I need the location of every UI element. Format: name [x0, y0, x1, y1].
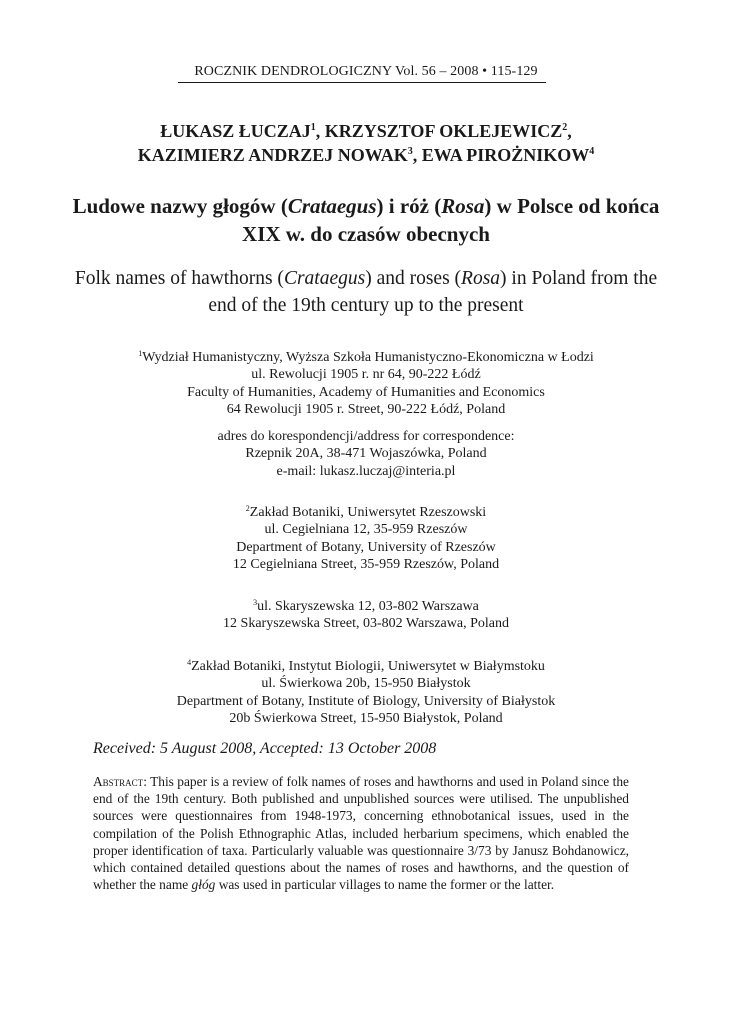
affiliation-line: ul. Cegielniana 12, 35-959 Rzeszów	[264, 522, 468, 538]
affiliation-mark: 2	[245, 504, 250, 513]
affiliation-line: 64 Rewolucji 1905 r. Street, 90-222 Łódź, Poland	[226, 402, 506, 418]
author-list	[0, 119, 732, 167]
title-text: ) and roses (	[365, 268, 462, 289]
author-affiliation-mark: 4	[589, 146, 595, 157]
author-separator: ,	[567, 121, 572, 141]
abstract-text: This paper is a review of folk names of roses and hawthorns and used in Poland since the end of the 19th century. Both published and unpublished sources were utilised. The unpublished sources were questionnaires from 1948-1973, concerning ethnobotanical issues, used in the compilation of the Polish Ethnographic Atlas, included herbarium specimens, which enabled the proper identification of taxa. Particularly valuable was questionnaire 3/73 by Janusz Bohdanowicz, which contained detailed questions about the names of roses and hawthorns, and the question of whether the name	[93, 774, 629, 893]
affiliation-line	[60, 658, 672, 675]
abstract	[93, 773, 629, 893]
affiliation-line: ul. Świerkowa 20b, 15-950 Białystok	[261, 676, 471, 692]
affiliation-text: ul. Skaryszewska 12, 03-802 Warszawa	[257, 599, 479, 614]
genus-name: Rosa	[441, 194, 485, 218]
author-name: EWA PIROŻNIKOW	[421, 145, 590, 165]
affiliation-2	[60, 504, 672, 574]
received-dates: Received: 5 August 2008, Accepted: 13 October 2008	[93, 740, 437, 757]
affiliation-line: 12 Cegielniana Street, 35-959 Rzeszów, Poland	[232, 557, 500, 573]
title-text: ) in Poland from the end of the 19th century up to the present	[208, 268, 658, 316]
title-text: ) w Polsce od końca XIX w. do czasów obecnych	[242, 194, 660, 246]
affiliation-mark: 3	[253, 598, 258, 607]
abstract-colon: :	[143, 774, 151, 789]
author-separator: ,	[315, 121, 325, 141]
author-affiliation-mark: 3	[407, 146, 413, 157]
correspondence-line: adres do korespondencji/address for correspondence:	[217, 429, 515, 444]
affiliation-line: Faculty of Humanities, Academy of Humanities and Economics	[187, 384, 545, 400]
affiliation-line: Department of Botany, Institute of Biology, University of Białystok	[176, 693, 556, 709]
affiliation-text: Zakład Botaniki, Uniwersytet Rzeszowski	[249, 505, 487, 520]
genus-name: Crataegus	[287, 194, 377, 218]
genus-name: Crataegus	[283, 268, 366, 289]
affiliation-line: 12 Skaryszewska Street, 03-802 Warszawa, Poland	[223, 616, 509, 632]
author-separator: ,	[412, 145, 422, 165]
author-name: ŁUKASZ ŁUCZAJ	[160, 121, 311, 141]
correspondence-email: e-mail: lukasz.luczaj@interia.pl	[276, 463, 456, 479]
author-affiliation-mark: 1	[310, 122, 316, 133]
author-name: KRZYSZTOF OKLEJEWICZ	[324, 121, 563, 141]
abstract-text: was used in particular villages to name the former or the latter.	[215, 877, 555, 893]
title-text: ) i róż (	[376, 194, 442, 218]
genus-name: Rosa	[461, 268, 501, 289]
author-line-1	[0, 119, 732, 143]
affiliation-1	[60, 349, 672, 419]
title-text: Ludowe nazwy głogów (	[72, 194, 288, 218]
affiliation-mark: 1	[138, 349, 143, 358]
affiliation-line	[60, 349, 672, 366]
affiliation-line	[60, 598, 672, 615]
affiliation-line: ul. Rewolucji 1905 r. nr 64, 90-222 Łódź	[251, 367, 481, 383]
affiliation-text: Zakład Botaniki, Instytut Biologii, Uniwersytet w Białymstoku	[191, 659, 545, 674]
affiliation-4	[60, 658, 672, 728]
author-name: KAZIMIERZ ANDRZEJ NOWAK	[137, 145, 408, 165]
author-affiliation-mark: 2	[562, 122, 568, 133]
title-polish	[60, 192, 672, 248]
affiliation-line: Department of Botany, University of Rzeszów	[236, 539, 496, 555]
affiliation-mark: 4	[187, 658, 192, 667]
affiliation-line	[60, 504, 672, 521]
affiliation-text: Wydział Humanistyczny, Wyższa Szkoła Humanistyczno-Ekonomiczna w Łodzi	[142, 350, 594, 365]
correspondence-line: Rzepnik 20A, 38-471 Wojaszówka, Poland	[245, 446, 487, 462]
affiliation-line: 20b Świerkowa Street, 15-950 Białystok, Poland	[229, 711, 503, 727]
title-text: Folk names of hawthorns (	[74, 268, 284, 289]
correspondence-address	[60, 428, 672, 480]
journal-header: ROCZNIK DENDROLOGICZNY Vol. 56 – 2008 • 115-129	[194, 64, 538, 79]
abstract-label: Abstract	[93, 774, 144, 789]
header-underline	[178, 82, 546, 83]
abstract-term: głóg	[191, 877, 216, 893]
author-line-2	[0, 143, 732, 167]
title-english	[60, 265, 672, 319]
affiliation-3	[60, 598, 672, 633]
